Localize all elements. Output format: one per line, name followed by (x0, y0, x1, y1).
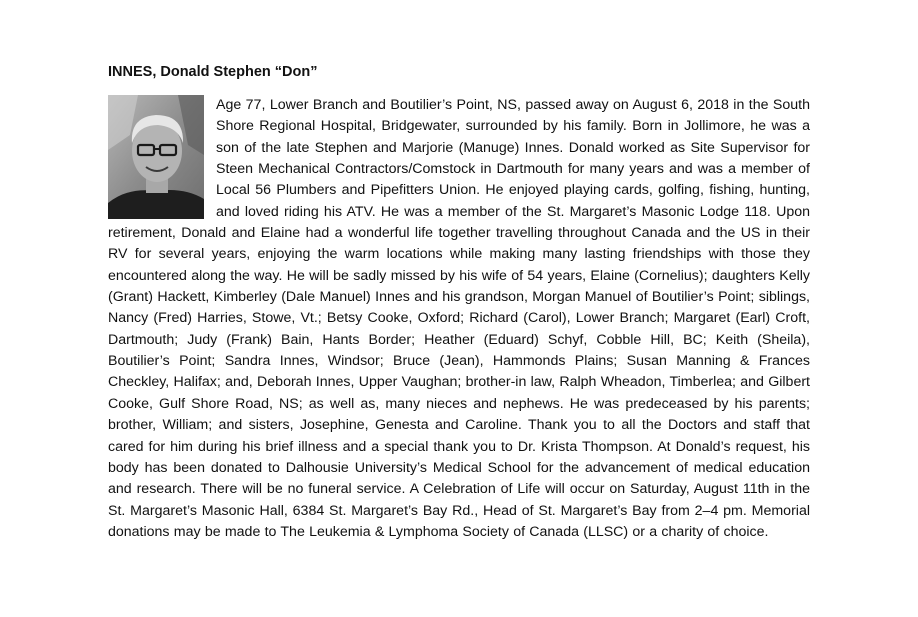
obituary-title: INNES, Donald Stephen “Don” (108, 64, 318, 80)
obituary-body-text: Age 77, Lower Branch and Boutilier’s Point, NS, passed away on August 6, 2018 in the South Shore Regional Hospital, Bridgewater, surrounded by his family. Born in Jollimore, he was a son of the late Stephen and Marjorie (Manuge) Innes. Donald worked as Site Supervisor for Steen Mechanical Contractors/Comstock in Dartmouth for many years and was a member of Local 56 Plumbers and Pipefitters Union. He enjoyed playing cards, golfing, fishing, hunting, and loved riding his ATV. He was a member of the St. Margaret’s Masonic Lodge 118. Upon retirement, Donald and Elaine had a wonderful life together travelling throughout Canada and the US in their RV for several years, enjoying the warm locations while making many lasting friendships with those they encountered along the way. He will be sadly missed by his wife of 54 years, Elaine (Cornelius); daughters Kelly (Grant) Hackett, Kimberley (Dale Manuel) Innes and his grandson, Morgan Manuel of Boutilier’s Point; siblings, Nancy (Fred) Harries, Stowe, Vt.; Betsy Cooke, Oxford; Richard (Carol), Lower Branch; Margaret (Earl) Croft, Dartmouth; Judy (Frank) Bain, Hants Border; Heather (Eduard) Schyf, Cobble Hill, BC; Keith (Sheila), Boutilier’s Point; Sandra Innes, Windsor; Bruce (Jean), Hammonds Plains; Susan Manning & Frances Checkley, Halifax; and, Deborah Innes, Upper Vaughan; brother-in law, Ralph Wheadon, Timberlea; and Gilbert Cooke, Gulf Shore Road, NS; as well as, many nieces and nephews. He was predeceased by his parents; brother, William; and sisters, Josephine, Genesta and Caroline. Thank you to all the Doctors and staff that cared for him during his brief illness and a special thank you to Dr. Krista Thompson. At Donald’s request, his body has been donated to Dalhousie University’s Medical School for the advancement of medical education and research. There will be no funeral service. A Celebration of Life will occur on Saturday, August 11th in the St. Margaret’s Masonic Hall, 6384 St. Margaret’s Bay Rd., Head of St. Margaret’s Bay from 2–4 pm. Memorial donations may be made to The Leukemia & Lymphoma Society of Canada (LLSC) or a charity of choice. (108, 97, 810, 540)
obituary-text-block (108, 95, 810, 543)
portrait-photo (108, 95, 204, 219)
